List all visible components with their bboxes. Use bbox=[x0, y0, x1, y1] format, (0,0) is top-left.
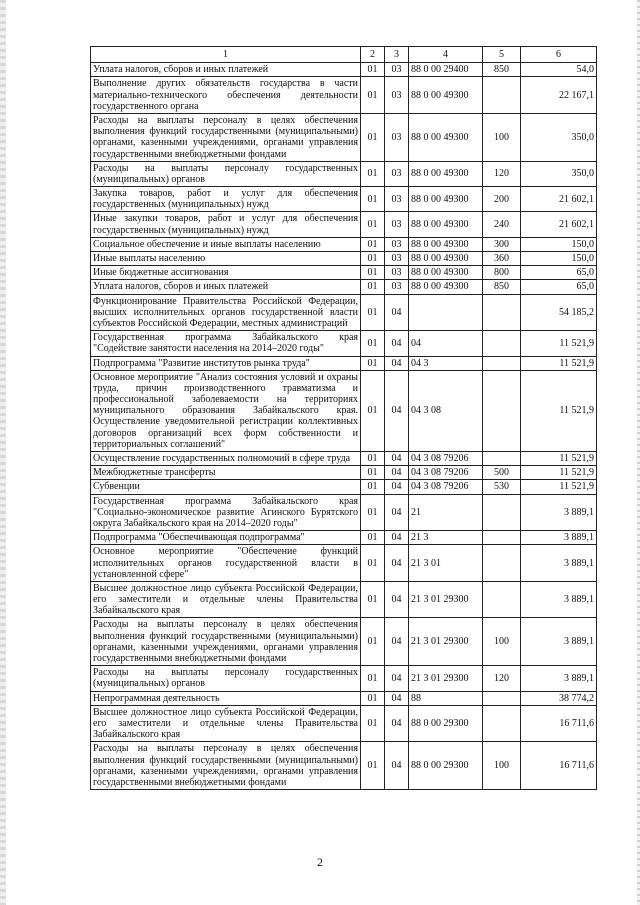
cell-target-article: 04 3 bbox=[409, 356, 483, 370]
cell-target-article: 04 3 08 79206 bbox=[409, 452, 483, 466]
cell-name: Основное мероприятие "Обеспечение функций исполнительных органов государственной власти в установленной сфере" bbox=[91, 545, 361, 582]
cell-name: Субвенции bbox=[91, 480, 361, 494]
cell-subsection: 04 bbox=[385, 480, 409, 494]
cell-amount: 16 711,6 bbox=[521, 742, 597, 790]
table-row bbox=[91, 531, 597, 545]
cell-amount: 65,0 bbox=[521, 280, 597, 294]
cell-expense-type: 850 bbox=[483, 280, 521, 294]
cell-name: Межбюджетные трансферты bbox=[91, 466, 361, 480]
cell-section: 01 bbox=[361, 370, 385, 451]
table-row bbox=[91, 705, 597, 742]
cell-target-article: 88 0 00 29400 bbox=[409, 63, 483, 77]
cell-target-article: 88 0 00 49300 bbox=[409, 266, 483, 280]
cell-amount: 11 521,9 bbox=[521, 480, 597, 494]
cell-section: 01 bbox=[361, 331, 385, 356]
cell-target-article: 04 3 08 79206 bbox=[409, 480, 483, 494]
cell-target-article: 88 0 00 49300 bbox=[409, 212, 483, 237]
cell-expense-type: 300 bbox=[483, 237, 521, 251]
cell-section: 01 bbox=[361, 280, 385, 294]
header-col-6: 6 bbox=[521, 47, 597, 63]
cell-expense-type: 500 bbox=[483, 466, 521, 480]
table-row bbox=[91, 212, 597, 237]
cell-name: Подпрограмма "Обеспечивающая подпрограмма" bbox=[91, 531, 361, 545]
table-row bbox=[91, 280, 597, 294]
cell-subsection: 04 bbox=[385, 494, 409, 531]
cell-expense-type bbox=[483, 531, 521, 545]
table-row bbox=[91, 545, 597, 582]
cell-expense-type bbox=[483, 77, 521, 114]
table-header-row bbox=[91, 47, 597, 63]
cell-section: 01 bbox=[361, 618, 385, 666]
cell-subsection: 04 bbox=[385, 545, 409, 582]
cell-name: Расходы на выплаты персоналу в целях обеспечения выполнения функций государственными (муниципальными) органами, казенными учреждениями, органами управления государственными внебюджетными фондами bbox=[91, 742, 361, 790]
cell-target-article bbox=[409, 294, 483, 331]
table-row bbox=[91, 331, 597, 356]
cell-amount: 3 889,1 bbox=[521, 666, 597, 691]
table-row bbox=[91, 494, 597, 531]
cell-name: Выполнение других обязательств государства в части материально-технического обеспечения деятельности государственного органа bbox=[91, 77, 361, 114]
cell-amount: 38 774,2 bbox=[521, 691, 597, 705]
cell-expense-type bbox=[483, 705, 521, 742]
cell-amount: 21 602,1 bbox=[521, 187, 597, 212]
table-row bbox=[91, 666, 597, 691]
cell-name: Подпрограмма "Развитие институтов рынка труда" bbox=[91, 356, 361, 370]
cell-target-article: 88 0 00 29300 bbox=[409, 742, 483, 790]
table-row bbox=[91, 452, 597, 466]
cell-target-article: 88 0 00 49300 bbox=[409, 77, 483, 114]
cell-name: Основное мероприятие "Анализ состояния условий и охраны труда, причин производственного травматизма и профессиональной заболеваемости на территориях муниципального образования Забайкальского края. Осуществление уведомительной регистрации коллективных договоров организаций всех форм собственности и территориальных соглашений" bbox=[91, 370, 361, 451]
cell-name: Закупка товаров, работ и услуг для обеспечения государственных (муниципальных) нужд bbox=[91, 187, 361, 212]
cell-subsection: 04 bbox=[385, 531, 409, 545]
cell-target-article: 21 bbox=[409, 494, 483, 531]
cell-amount: 65,0 bbox=[521, 266, 597, 280]
cell-name: Социальное обеспечение и иные выплаты населению bbox=[91, 237, 361, 251]
cell-expense-type bbox=[483, 331, 521, 356]
cell-target-article: 88 0 00 49300 bbox=[409, 113, 483, 161]
cell-target-article: 04 3 08 bbox=[409, 370, 483, 451]
cell-expense-type: 800 bbox=[483, 266, 521, 280]
cell-section: 01 bbox=[361, 581, 385, 618]
cell-expense-type bbox=[483, 356, 521, 370]
cell-section: 01 bbox=[361, 742, 385, 790]
cell-name: Высшее должностное лицо субъекта Российской Федерации, его заместители и отдельные члены Правительства Забайкальского края bbox=[91, 705, 361, 742]
cell-expense-type: 120 bbox=[483, 161, 521, 186]
cell-subsection: 03 bbox=[385, 63, 409, 77]
cell-section: 01 bbox=[361, 161, 385, 186]
cell-target-article: 04 bbox=[409, 331, 483, 356]
cell-section: 01 bbox=[361, 494, 385, 531]
cell-amount: 3 889,1 bbox=[521, 494, 597, 531]
cell-amount: 11 521,9 bbox=[521, 331, 597, 356]
scan-edge-left bbox=[0, 0, 6, 905]
table-body bbox=[91, 63, 597, 790]
cell-section: 01 bbox=[361, 294, 385, 331]
table-row bbox=[91, 237, 597, 251]
cell-subsection: 03 bbox=[385, 280, 409, 294]
cell-subsection: 04 bbox=[385, 581, 409, 618]
header-col-5: 5 bbox=[483, 47, 521, 63]
cell-amount: 150,0 bbox=[521, 237, 597, 251]
cell-subsection: 03 bbox=[385, 212, 409, 237]
cell-section: 01 bbox=[361, 452, 385, 466]
cell-target-article: 88 0 00 49300 bbox=[409, 187, 483, 212]
cell-section: 01 bbox=[361, 252, 385, 266]
cell-expense-type: 100 bbox=[483, 113, 521, 161]
cell-subsection: 03 bbox=[385, 77, 409, 114]
cell-name: Государственная программа Забайкальского края "Социально-экономическое развитие Агинского Бурятского округа Забайкальского края на 2014–2020 годы" bbox=[91, 494, 361, 531]
cell-target-article: 21 3 01 29300 bbox=[409, 666, 483, 691]
header-col-4: 4 bbox=[409, 47, 483, 63]
cell-section: 01 bbox=[361, 113, 385, 161]
cell-target-article: 21 3 01 29300 bbox=[409, 581, 483, 618]
cell-expense-type bbox=[483, 691, 521, 705]
cell-subsection: 04 bbox=[385, 356, 409, 370]
cell-amount: 16 711,6 bbox=[521, 705, 597, 742]
cell-amount: 22 167,1 bbox=[521, 77, 597, 114]
cell-expense-type: 850 bbox=[483, 63, 521, 77]
table-row bbox=[91, 618, 597, 666]
cell-subsection: 04 bbox=[385, 742, 409, 790]
cell-section: 01 bbox=[361, 545, 385, 582]
cell-section: 01 bbox=[361, 77, 385, 114]
page-number: 2 bbox=[317, 855, 323, 869]
table-row bbox=[91, 466, 597, 480]
cell-target-article: 88 0 00 49300 bbox=[409, 161, 483, 186]
cell-target-article: 88 bbox=[409, 691, 483, 705]
cell-expense-type: 530 bbox=[483, 480, 521, 494]
table-row bbox=[91, 742, 597, 790]
cell-subsection: 03 bbox=[385, 237, 409, 251]
cell-expense-type bbox=[483, 370, 521, 451]
cell-section: 01 bbox=[361, 480, 385, 494]
cell-name: Уплата налогов, сборов и иных платежей bbox=[91, 280, 361, 294]
table-row bbox=[91, 252, 597, 266]
cell-amount: 150,0 bbox=[521, 252, 597, 266]
header-col-2: 2 bbox=[361, 47, 385, 63]
cell-expense-type bbox=[483, 581, 521, 618]
cell-amount: 54,0 bbox=[521, 63, 597, 77]
table-row bbox=[91, 294, 597, 331]
cell-amount: 11 521,9 bbox=[521, 452, 597, 466]
cell-target-article: 04 3 08 79206 bbox=[409, 466, 483, 480]
cell-target-article: 88 0 00 29300 bbox=[409, 705, 483, 742]
cell-subsection: 03 bbox=[385, 161, 409, 186]
cell-target-article: 21 3 bbox=[409, 531, 483, 545]
cell-name: Расходы на выплаты персоналу в целях обеспечения выполнения функций государственными (муниципальными) органами, казенными учреждениями, органами управления государственными внебюджетными фондами bbox=[91, 113, 361, 161]
cell-amount: 54 185,2 bbox=[521, 294, 597, 331]
cell-expense-type bbox=[483, 452, 521, 466]
cell-section: 01 bbox=[361, 666, 385, 691]
cell-expense-type bbox=[483, 294, 521, 331]
cell-name: Функционирование Правительства Российской Федерации, высших исполнительных органов государственной власти субъектов Российской Федерации, местных администраций bbox=[91, 294, 361, 331]
cell-name: Расходы на выплаты персоналу государственных (муниципальных) органов bbox=[91, 666, 361, 691]
cell-target-article: 88 0 00 49300 bbox=[409, 252, 483, 266]
cell-section: 01 bbox=[361, 705, 385, 742]
cell-section: 01 bbox=[361, 237, 385, 251]
cell-section: 01 bbox=[361, 466, 385, 480]
cell-section: 01 bbox=[361, 212, 385, 237]
cell-name: Непрограммная деятельность bbox=[91, 691, 361, 705]
cell-target-article: 21 3 01 29300 bbox=[409, 618, 483, 666]
table-row bbox=[91, 187, 597, 212]
cell-name: Высшее должностное лицо субъекта Российской Федерации, его заместители и отдельные члены Правительства Забайкальского края bbox=[91, 581, 361, 618]
cell-expense-type: 100 bbox=[483, 742, 521, 790]
cell-subsection: 04 bbox=[385, 331, 409, 356]
cell-target-article: 88 0 00 49300 bbox=[409, 280, 483, 294]
cell-name: Осуществление государственных полномочий в сфере труда bbox=[91, 452, 361, 466]
cell-subsection: 04 bbox=[385, 691, 409, 705]
cell-expense-type: 360 bbox=[483, 252, 521, 266]
cell-subsection: 04 bbox=[385, 370, 409, 451]
cell-subsection: 04 bbox=[385, 618, 409, 666]
cell-subsection: 04 bbox=[385, 294, 409, 331]
table-row bbox=[91, 691, 597, 705]
cell-expense-type: 120 bbox=[483, 666, 521, 691]
cell-amount: 11 521,9 bbox=[521, 466, 597, 480]
cell-name: Иные закупки товаров, работ и услуг для обеспечения государственных (муниципальных) нужд bbox=[91, 212, 361, 237]
table-row bbox=[91, 266, 597, 280]
cell-name: Расходы на выплаты персоналу в целях обеспечения выполнения функций государственными (муниципальными) органами, казенными учреждениями, органами управления государственными внебюджетными фондами bbox=[91, 618, 361, 666]
cell-name: Иные выплаты населению bbox=[91, 252, 361, 266]
cell-amount: 21 602,1 bbox=[521, 212, 597, 237]
cell-target-article: 88 0 00 49300 bbox=[409, 237, 483, 251]
cell-expense-type bbox=[483, 545, 521, 582]
table-row bbox=[91, 356, 597, 370]
cell-subsection: 03 bbox=[385, 187, 409, 212]
cell-section: 01 bbox=[361, 187, 385, 212]
header-col-3: 3 bbox=[385, 47, 409, 63]
cell-amount: 3 889,1 bbox=[521, 545, 597, 582]
cell-amount: 350,0 bbox=[521, 113, 597, 161]
cell-subsection: 04 bbox=[385, 466, 409, 480]
cell-amount: 11 521,9 bbox=[521, 370, 597, 451]
table-row bbox=[91, 77, 597, 114]
cell-subsection: 03 bbox=[385, 252, 409, 266]
cell-subsection: 03 bbox=[385, 113, 409, 161]
cell-name: Расходы на выплаты персоналу государственных (муниципальных) органов bbox=[91, 161, 361, 186]
cell-section: 01 bbox=[361, 691, 385, 705]
cell-section: 01 bbox=[361, 356, 385, 370]
cell-amount: 3 889,1 bbox=[521, 618, 597, 666]
table-row bbox=[91, 370, 597, 451]
table-row bbox=[91, 113, 597, 161]
cell-section: 01 bbox=[361, 266, 385, 280]
cell-amount: 3 889,1 bbox=[521, 581, 597, 618]
table-row bbox=[91, 63, 597, 77]
cell-expense-type: 200 bbox=[483, 187, 521, 212]
cell-section: 01 bbox=[361, 63, 385, 77]
cell-amount: 3 889,1 bbox=[521, 531, 597, 545]
table-row bbox=[91, 161, 597, 186]
cell-name: Государственная программа Забайкальского края "Содействие занятости населения на 2014–2020 годы" bbox=[91, 331, 361, 356]
cell-amount: 350,0 bbox=[521, 161, 597, 186]
budget-table bbox=[90, 46, 597, 790]
cell-subsection: 04 bbox=[385, 452, 409, 466]
cell-target-article: 21 3 01 bbox=[409, 545, 483, 582]
cell-subsection: 03 bbox=[385, 266, 409, 280]
cell-subsection: 04 bbox=[385, 666, 409, 691]
cell-subsection: 04 bbox=[385, 705, 409, 742]
table-row bbox=[91, 480, 597, 494]
cell-amount: 11 521,9 bbox=[521, 356, 597, 370]
cell-section: 01 bbox=[361, 531, 385, 545]
cell-expense-type: 100 bbox=[483, 618, 521, 666]
cell-name: Уплата налогов, сборов и иных платежей bbox=[91, 63, 361, 77]
cell-name: Иные бюджетные ассигнования bbox=[91, 266, 361, 280]
cell-expense-type bbox=[483, 494, 521, 531]
table-row bbox=[91, 581, 597, 618]
cell-expense-type: 240 bbox=[483, 212, 521, 237]
header-col-1: 1 bbox=[91, 47, 361, 63]
